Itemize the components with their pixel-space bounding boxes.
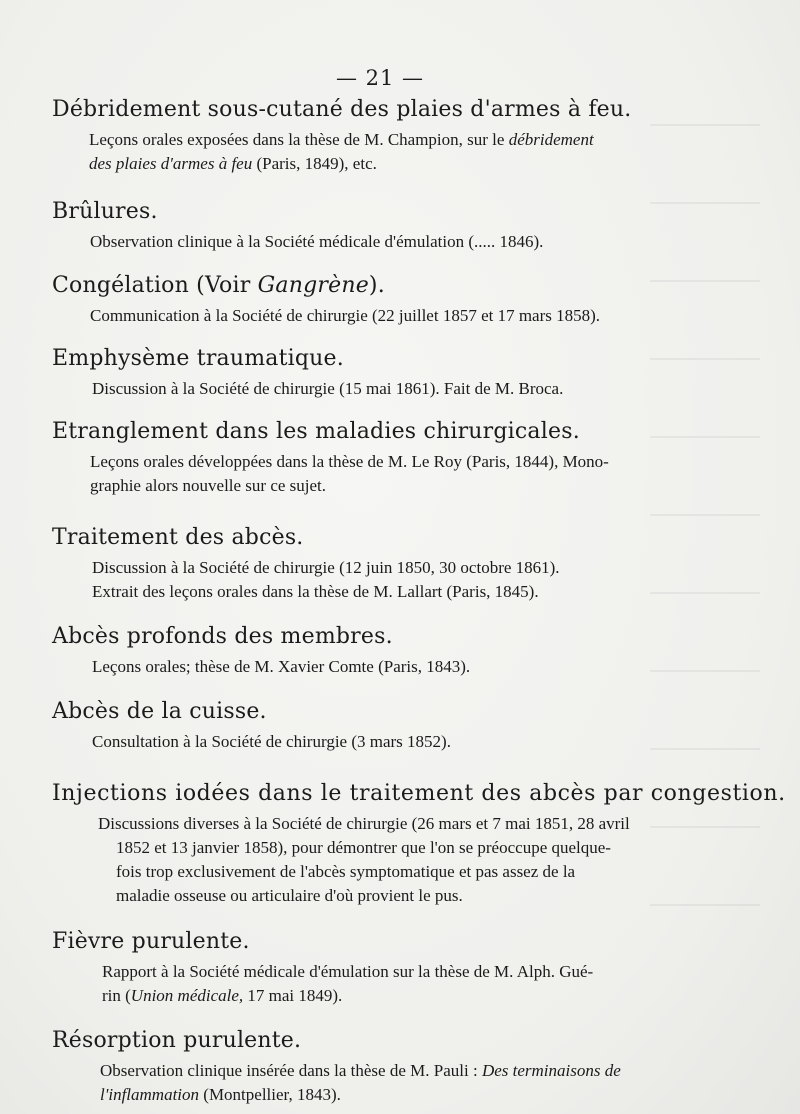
entry-abces-profonds <box>52 623 702 679</box>
entry-body <box>102 960 702 1008</box>
body-line: des plaies d'armes à feu (Paris, 1849), etc. <box>89 154 377 173</box>
entry-body <box>92 556 702 604</box>
body-line: Discussion à la Société de chirurgie (15 mai 1861). Fait de M. Broca. <box>92 379 564 398</box>
body-line: maladie osseuse ou articulaire d'où provient le pus. <box>116 886 463 905</box>
entry-etranglement <box>52 418 702 498</box>
body-line: graphie alors nouvelle sur ce sujet. <box>90 476 327 495</box>
entry-title: Résorption purulente. <box>52 1028 302 1053</box>
body-line: rin (Union médicale, 17 mai 1849). <box>102 986 343 1005</box>
body-line: Observation clinique insérée dans la thèse de M. Pauli : Des terminaisons de <box>100 1061 621 1080</box>
entry-debridement <box>52 96 702 176</box>
body-line: Leçons orales exposées dans la thèse de M. Champion, sur le débridement <box>89 130 594 149</box>
body-line: Consultation à la Société de chirurgie (3 mars 1852). <box>92 732 451 751</box>
entry-traitement-abces <box>52 524 702 604</box>
entry-body <box>98 812 702 908</box>
entry-title: Brûlures. <box>52 199 158 224</box>
entry-body <box>92 377 702 401</box>
entry-body <box>100 1059 702 1107</box>
body-line: fois trop exclusivement de l'abcès symptomatique et pas assez de la <box>116 862 576 881</box>
entry-title: Congélation (Voir Gangrène). <box>52 273 385 298</box>
body-line: Leçons orales; thèse de M. Xavier Comte (Paris, 1843). <box>92 657 471 676</box>
body-line: l'inflammation (Montpellier, 1843). <box>100 1085 341 1104</box>
entry-title: Traitement des abcès. <box>52 525 304 550</box>
entry-body <box>92 655 702 679</box>
entry-emphyseme <box>52 345 702 401</box>
entry-body <box>92 730 702 754</box>
entry-title: Abcès de la cuisse. <box>52 699 267 724</box>
entry-congelation <box>52 272 702 328</box>
page-number: — 21 — <box>335 66 425 90</box>
entry-resorption-purulente <box>52 1027 702 1107</box>
entry-body <box>89 128 702 176</box>
body-line: 1852 et 13 janvier 1858), pour démontrer que l'on se préoccupe quelque- <box>116 838 611 857</box>
entry-title: Etranglement dans les maladies chirurgicales. <box>52 419 580 444</box>
entry-title: Débridement sous-cutané des plaies d'armes à feu. <box>52 97 632 122</box>
entry-title: Emphysème traumatique. <box>52 346 344 371</box>
body-line: Extrait des leçons orales dans la thèse de M. Lallart (Paris, 1845). <box>92 582 539 601</box>
body-line: Discussions diverses à la Société de chirurgie (26 mars et 7 mai 1851, 28 avril <box>98 814 630 833</box>
entry-title: Abcès profonds des membres. <box>52 624 393 649</box>
body-line: Communication à la Société de chirurgie (22 juillet 1857 et 17 mars 1858). <box>90 306 601 325</box>
entry-title: Fièvre purulente. <box>52 929 250 954</box>
body-line: Observation clinique à la Société médicale d'émulation (..... 1846). <box>90 232 544 251</box>
entry-body <box>90 450 702 498</box>
entry-list <box>52 96 786 1107</box>
entry-abces-cuisse <box>52 698 702 754</box>
entry-body <box>90 304 702 328</box>
entry-title: Injections iodées dans le traitement des abcès par congestion. <box>52 781 786 806</box>
entry-brulures <box>52 198 702 254</box>
entry-body <box>90 230 702 254</box>
entry-fievre-purulente <box>52 928 702 1008</box>
body-line: Leçons orales développées dans la thèse de M. Le Roy (Paris, 1844), Mono- <box>90 452 609 471</box>
body-line: Rapport à la Société médicale d'émulation sur la thèse de M. Alph. Gué- <box>102 962 594 981</box>
entry-injections-iodees <box>52 780 786 908</box>
body-line: Discussion à la Société de chirurgie (12 juin 1850, 30 octobre 1861). <box>92 558 560 577</box>
